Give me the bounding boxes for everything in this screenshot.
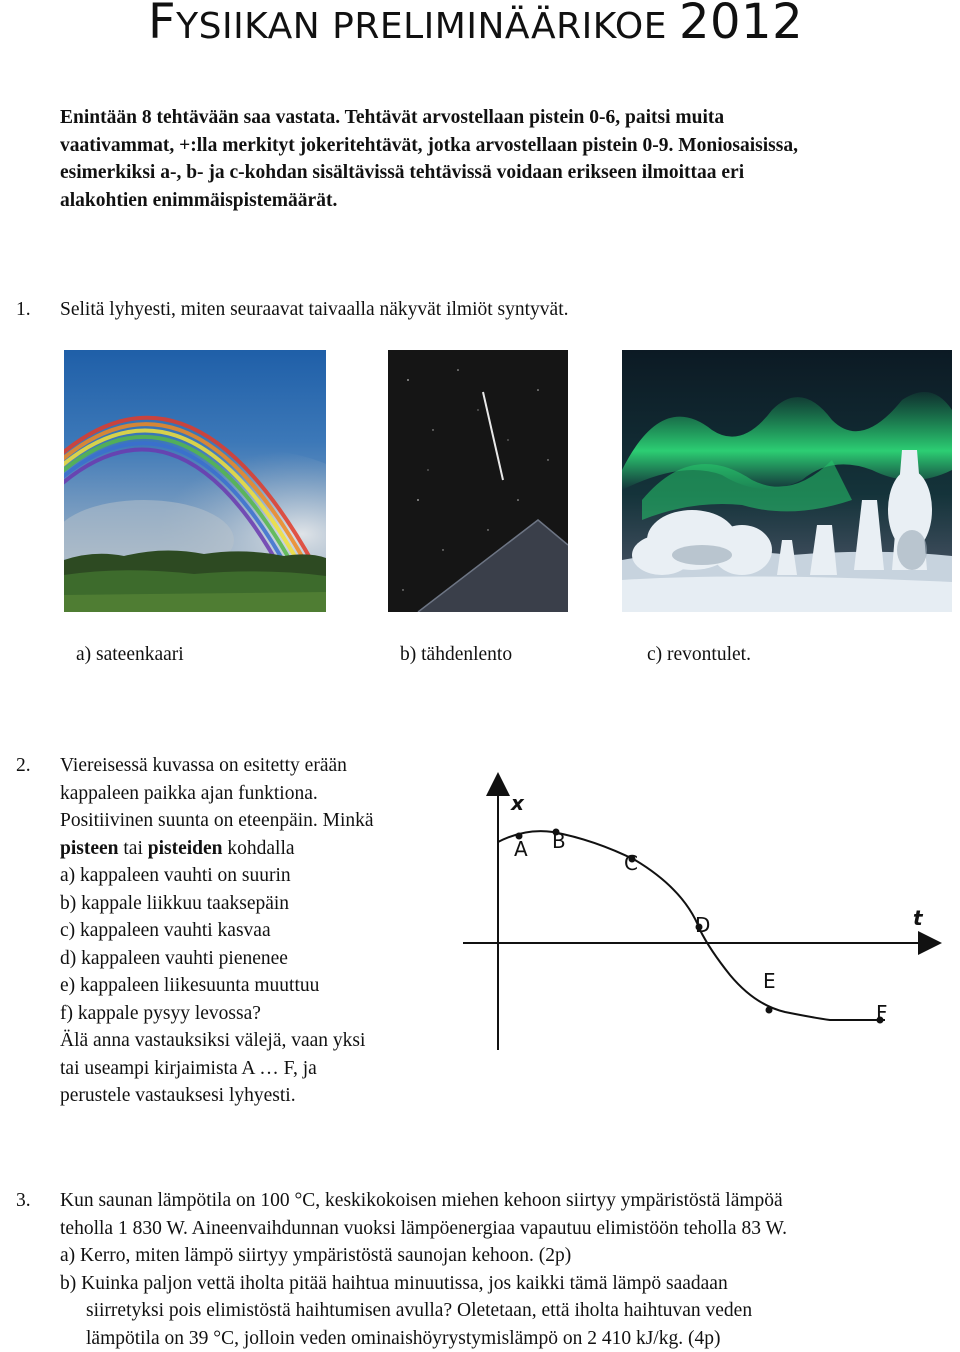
q2-connector: tai [119,838,148,859]
label-d: D [695,913,710,937]
caption-meteor: b) tähdenlento [400,644,512,666]
q2-item: b) kappale liikkuu taaksepäin [60,890,440,918]
q3-part-b: b) Kuinka paljon vettä iholta pitää haihtua minuutissa, jos kaikki tämä lämpö saadaan [60,1270,955,1298]
q2-closing: perustele vastauksesi lyhyesti. [60,1082,440,1110]
y-axis-label: x [510,791,525,815]
q2-closing: Älä anna vastauksiksi välejä, vaan yksi [60,1027,440,1055]
caption-aurora: c) revontulet. [647,644,751,666]
label-b: B [552,829,566,853]
rainbow-photo [64,350,326,612]
aurora-photo [622,350,952,612]
q2-tail: kohdalla [223,838,295,859]
x-axis-label: t [913,906,924,930]
label-a: A [514,837,528,861]
q3-part-b-cont: lämpötila on 39 °C, jolloin veden ominaishöyrystymislämpö on 2 410 kJ/kg. (4p) [60,1325,955,1352]
point-e [766,1007,773,1014]
q2-line: kappaleen paikka ajan funktiona. [60,780,440,808]
q2-number: 2. [16,752,31,780]
q3-line: Kun saunan lämpötila on 100 °C, keskikokoisen miehen kehoon siirtyy ympäristöstä lämpöä [60,1187,955,1215]
q1-text: Selitä lyhyesti, miten seuraavat taivaalla näkyvät ilmiöt syntyvät. [60,296,569,324]
position-curve [498,831,885,1020]
instructions-line: Enintään 8 tehtävään saa vastata. Tehtävät arvostellaan pistein 0-6, paitsi muita [60,104,940,132]
position-time-graph [455,770,950,1060]
q3-line: teholla 1 830 W. Aineenvaihdunnan vuoksi lämpöenergiaa vapautuu elimistöön teholla 83 W. [60,1215,955,1243]
instructions-line: vaativammat, +:lla merkityt jokeritehtävät, jotka arvostellaan pistein 0-9. Moniosaisissa, [60,132,940,160]
q3-part-a: a) Kerro, miten lämpö siirtyy ympäristöstä saunojan kehoon. (2p) [60,1242,955,1270]
q2-bold-point: pisteen [60,838,119,859]
instructions-line: alakohtien enimmäispistemäärät. [60,187,940,215]
q2-line: Viereisessä kuvassa on esitetty erään [60,752,440,780]
q1-number: 1. [16,296,31,324]
q2-item: d) kappaleen vauhti pienenee [60,945,440,973]
q2-text [60,752,440,1110]
q2-item: c) kappaleen vauhti kasvaa [60,917,440,945]
q2-line-bold [60,835,440,863]
instructions-line: esimerkiksi a-, b- ja c-kohdan sisältävissä tehtävissä voidaan erikseen ilmoittaa eri [60,159,940,187]
q2-item: e) kappaleen liikesuunta muuttuu [60,972,440,1000]
q2-closing: tai useampi kirjaimista A … F, ja [60,1055,440,1083]
q2-bold-points: pisteiden [148,838,223,859]
title-year: 2012 [679,0,803,50]
q3-text [60,1187,955,1352]
q2-item: f) kappale pysyy levossa? [60,1000,440,1028]
title-initial: F [148,0,176,50]
label-c: C [624,851,638,875]
q2-item: a) kappaleen vauhti on suurin [60,862,440,890]
label-f: F [876,1001,888,1025]
title-rest: YSIIKAN PRELIMINÄÄRIKOE [176,6,679,47]
q2-line: Positiivinen suunta on eteenpäin. Minkä [60,807,440,835]
meteor-photo [388,350,568,612]
q3-number: 3. [16,1187,31,1215]
q3-part-b-cont: siirretyksi pois elimistöstä haihtumisen avulla? Oletetaan, että iholta haihtuvan veden [60,1297,955,1325]
caption-rainbow: a) sateenkaari [76,644,184,666]
page-title [148,0,803,50]
label-e: E [763,969,776,993]
instructions [60,104,940,214]
